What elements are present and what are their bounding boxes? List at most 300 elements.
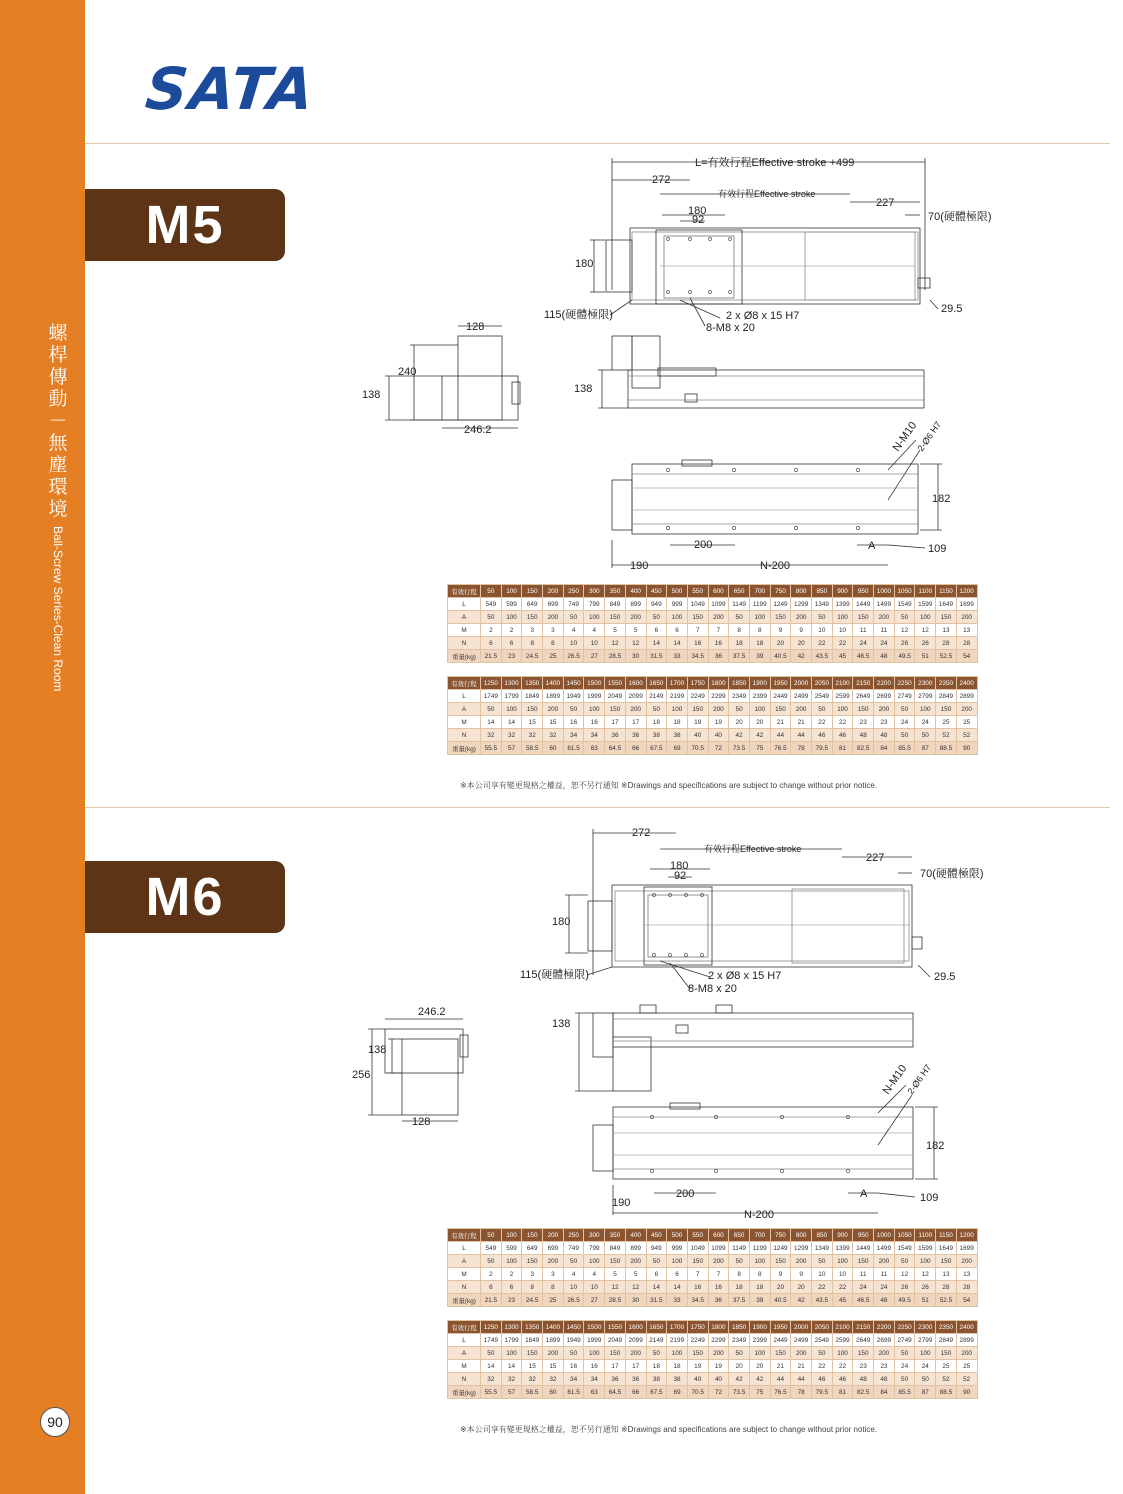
- spec-cell: 40: [708, 1373, 729, 1386]
- spec-cell: 44: [770, 1373, 791, 1386]
- spec-cell: 3: [522, 624, 543, 637]
- spec-cell: 50: [646, 1347, 667, 1360]
- spec-cell: 24.5: [522, 650, 543, 663]
- spec-cell: 150: [687, 703, 708, 716]
- spec-cell: 200: [874, 1255, 895, 1268]
- spec-cell: 20: [770, 637, 791, 650]
- spec-row-label: 重量(kg): [448, 1386, 481, 1399]
- spec-cell: 66: [625, 1386, 646, 1399]
- m5-notice: ※本公司享有變更規格之權益，恕不另行通知 ※Drawings and specifications are subject to change without prior notice.: [460, 781, 878, 790]
- spec-cell: 51: [915, 650, 936, 663]
- spec-cell: 1500: [584, 1321, 605, 1334]
- spec-cell: 12: [915, 624, 936, 637]
- spec-row-label: A: [448, 1347, 481, 1360]
- m5-dim-128: 128: [466, 321, 485, 333]
- spec-cell: 50: [894, 1255, 915, 1268]
- spec-cell: 34.5: [687, 1294, 708, 1307]
- spec-cell: 26: [894, 1281, 915, 1294]
- spec-cell: 36: [625, 729, 646, 742]
- spec-cell: 1850: [729, 677, 750, 690]
- spec-cell: 26: [915, 637, 936, 650]
- spec-cell: 200: [708, 1347, 729, 1360]
- spec-cell: 2200: [874, 1321, 895, 1334]
- spec-cell: 19: [708, 716, 729, 729]
- spec-cell: 2749: [894, 690, 915, 703]
- spec-cell: 9: [770, 1268, 791, 1281]
- spec-cell: 100: [749, 1347, 770, 1360]
- spec-cell: 19: [687, 716, 708, 729]
- spec-row: [448, 1360, 978, 1373]
- spec-cell: 12: [915, 1268, 936, 1281]
- spec-cell: 450: [646, 585, 667, 598]
- spec-cell: 200: [791, 611, 812, 624]
- spec-cell: 48: [853, 729, 874, 742]
- spec-cell: 1150: [936, 1229, 957, 1242]
- spec-cell: 85.5: [894, 1386, 915, 1399]
- spec-cell: 1899: [543, 1334, 564, 1347]
- spec-cell: 200: [625, 1255, 646, 1268]
- spec-cell: 16: [687, 1281, 708, 1294]
- spec-cell: 21: [770, 716, 791, 729]
- spec-cell: 1199: [749, 598, 770, 611]
- spec-cell: 39: [749, 650, 770, 663]
- spec-cell: 2199: [667, 690, 688, 703]
- spec-cell: 1700: [667, 677, 688, 690]
- spec-cell: 11: [874, 1268, 895, 1281]
- spec-cell: 14: [667, 637, 688, 650]
- spec-row: [448, 1294, 978, 1307]
- spec-cell: 22: [812, 1281, 833, 1294]
- spec-cell: 200: [956, 703, 977, 716]
- spec-cell: 1750: [687, 1321, 708, 1334]
- spec-cell: 48: [874, 1294, 895, 1307]
- m5-spec-table-2: [447, 676, 978, 755]
- spec-cell: 50: [481, 585, 502, 598]
- spec-cell: 2000: [791, 1321, 812, 1334]
- spec-cell: 37.5: [729, 650, 750, 663]
- spec-cell: 27: [584, 650, 605, 663]
- spec-cell: 20: [749, 1360, 770, 1373]
- spec-cell: 18: [729, 637, 750, 650]
- spec-cell: 650: [729, 585, 750, 598]
- spec-cell: 57: [501, 1386, 522, 1399]
- spec-cell: 23: [874, 1360, 895, 1373]
- spec-cell: 2899: [956, 1334, 977, 1347]
- spec-cell: 22: [812, 716, 833, 729]
- spec-cell: 1950: [770, 677, 791, 690]
- spec-cell: 1550: [605, 1321, 626, 1334]
- spec-cell: 2399: [749, 690, 770, 703]
- spec-cell: 2100: [832, 1321, 853, 1334]
- spec-cell: 649: [522, 1242, 543, 1255]
- spec-cell: 20: [770, 1281, 791, 1294]
- spec-cell: 28.5: [605, 1294, 626, 1307]
- spec-cell: 20: [791, 1281, 812, 1294]
- spec-cell: 150: [522, 703, 543, 716]
- spec-cell: 200: [874, 611, 895, 624]
- spec-cell: 900: [832, 1229, 853, 1242]
- spec-cell: 1749: [481, 690, 502, 703]
- m6-dim-200: 200: [676, 1188, 695, 1200]
- spec-cell: 1350: [522, 677, 543, 690]
- m5-dim-200: 200: [694, 539, 713, 551]
- spec-cell: 34: [563, 729, 584, 742]
- spec-cell: 58.5: [522, 742, 543, 755]
- spec-cell: 200: [956, 1255, 977, 1268]
- spec-cell: 28: [936, 1281, 957, 1294]
- spec-cell: 750: [770, 585, 791, 598]
- spec-cell: 20: [791, 637, 812, 650]
- model-tab-m5: M5: [85, 189, 285, 261]
- spec-cell: 1000: [874, 1229, 895, 1242]
- spec-cell: 32: [501, 1373, 522, 1386]
- spec-cell: 1299: [791, 598, 812, 611]
- brand-logo: SATA: [142, 55, 319, 123]
- spec-cell: 1849: [522, 1334, 543, 1347]
- spec-cell: 63: [584, 1386, 605, 1399]
- m5-dim-total: L=有效行程Effective stroke +499: [695, 157, 855, 169]
- spec-cell: 26.5: [563, 1294, 584, 1307]
- spec-cell: 55.5: [481, 742, 502, 755]
- spec-cell: 19: [687, 1360, 708, 1373]
- spec-cell: 100: [832, 703, 853, 716]
- spec-cell: 100: [584, 703, 605, 716]
- m6-dim-n-m10: N-M10: [880, 1062, 910, 1097]
- spec-cell: 2: [481, 1268, 502, 1281]
- m6-dim-92: 92: [674, 870, 687, 882]
- spec-row-label: 重量(kg): [448, 1294, 481, 1307]
- spec-cell: 150: [605, 1255, 626, 1268]
- spec-cell: 1549: [894, 1242, 915, 1255]
- spec-cell: 36: [625, 1373, 646, 1386]
- spec-cell: 21: [791, 1360, 812, 1373]
- spec-cell: 2400: [956, 677, 977, 690]
- spec-cell: 10: [832, 624, 853, 637]
- m5-dim-n-200: N-200: [760, 560, 790, 572]
- spec-cell: 18: [646, 716, 667, 729]
- spec-cell: 999: [667, 598, 688, 611]
- spec-cell: 1450: [563, 1321, 584, 1334]
- m5-drawing: [355, 150, 1015, 570]
- spec-cell: 2299: [708, 690, 729, 703]
- sidebar-title-zh: 螺桿傳動－無塵環境: [48, 322, 68, 520]
- spec-cell: 50: [646, 611, 667, 624]
- spec-cell: 82.5: [853, 742, 874, 755]
- spec-cell: 27: [584, 1294, 605, 1307]
- spec-cell: 48: [853, 1373, 874, 1386]
- spec-cell: 36: [708, 1294, 729, 1307]
- spec-cell: 14: [501, 716, 522, 729]
- spec-cell: 150: [687, 1255, 708, 1268]
- spec-cell: 16: [708, 637, 729, 650]
- m5-dim-hard-right: 70(硬體極限): [928, 211, 992, 223]
- spec-cell: 100: [749, 703, 770, 716]
- spec-cell: 52: [936, 1373, 957, 1386]
- spec-cell: 90: [956, 1386, 977, 1399]
- spec-cell: 40: [708, 729, 729, 742]
- spec-cell: 150: [936, 703, 957, 716]
- spec-cell: 100: [749, 1255, 770, 1268]
- spec-row: [448, 598, 978, 611]
- spec-cell: 79.5: [812, 742, 833, 755]
- spec-cell: 7: [708, 1268, 729, 1281]
- spec-row: [448, 690, 978, 703]
- spec-cell: 42: [749, 1373, 770, 1386]
- spec-cell: 12: [605, 1281, 626, 1294]
- spec-cell: 849: [605, 598, 626, 611]
- spec-cell: 14: [501, 1360, 522, 1373]
- spec-row: [448, 611, 978, 624]
- spec-cell: 649: [522, 598, 543, 611]
- spec-cell: 70.5: [687, 1386, 708, 1399]
- spec-cell: 44: [770, 729, 791, 742]
- spec-cell: 950: [853, 1229, 874, 1242]
- spec-row-label: M: [448, 1268, 481, 1281]
- spec-row-label: A: [448, 1255, 481, 1268]
- spec-cell: 150: [605, 611, 626, 624]
- spec-cell: 46: [812, 1373, 833, 1386]
- spec-cell: 15: [543, 1360, 564, 1373]
- spec-cell: 67.5: [646, 742, 667, 755]
- spec-cell: 100: [667, 1347, 688, 1360]
- m5-dim-stroke: 有效行程Effective stroke: [718, 189, 816, 199]
- spec-cell: 12: [625, 1281, 646, 1294]
- spec-cell: 200: [874, 1347, 895, 1360]
- spec-cell: 32: [501, 729, 522, 742]
- spec-cell: 25: [543, 650, 564, 663]
- spec-cell: 36: [605, 729, 626, 742]
- m6-dim-256: 256: [352, 1069, 371, 1081]
- spec-cell: 78: [791, 742, 812, 755]
- spec-cell: 8: [543, 1281, 564, 1294]
- spec-cell: 87: [915, 1386, 936, 1399]
- spec-cell: 1400: [543, 677, 564, 690]
- spec-cell: 100: [501, 585, 522, 598]
- spec-cell: 11: [853, 624, 874, 637]
- spec-cell: 21.5: [481, 1294, 502, 1307]
- spec-cell: 22: [832, 1281, 853, 1294]
- spec-cell: 150: [936, 611, 957, 624]
- spec-cell: 2449: [770, 690, 791, 703]
- spec-cell: 1049: [687, 598, 708, 611]
- spec-cell: 200: [708, 611, 729, 624]
- m6-dim-128: 128: [412, 1116, 431, 1128]
- spec-cell: 150: [605, 703, 626, 716]
- spec-cell: 2: [501, 1268, 522, 1281]
- spec-cell: 39: [749, 1294, 770, 1307]
- m6-dim-a: A: [860, 1188, 868, 1200]
- spec-cell: 6: [501, 1281, 522, 1294]
- spec-cell: 200: [625, 703, 646, 716]
- spec-cell: 20: [729, 716, 750, 729]
- m6-dim-stroke: 有效行程Effective stroke: [704, 844, 802, 854]
- spec-cell: 81: [832, 742, 853, 755]
- spec-cell: 50: [481, 1255, 502, 1268]
- m6-dim-180-top: 180: [670, 860, 689, 872]
- spec-cell: 1149: [729, 1242, 750, 1255]
- spec-cell: 200: [956, 1347, 977, 1360]
- spec-cell: 200: [543, 1347, 564, 1360]
- spec-cell: 2849: [936, 1334, 957, 1347]
- spec-cell: 12: [605, 637, 626, 650]
- spec-cell: 38: [646, 1373, 667, 1386]
- spec-cell: 79.5: [812, 1386, 833, 1399]
- spec-cell: 33: [667, 1294, 688, 1307]
- m5-dim-138-side: 138: [574, 383, 593, 395]
- spec-cell: 1400: [543, 1321, 564, 1334]
- m6-dim-109: 109: [920, 1192, 939, 1204]
- spec-cell: 46: [832, 729, 853, 742]
- spec-cell: 1799: [501, 690, 522, 703]
- spec-cell: 100: [667, 611, 688, 624]
- spec-cell: 34.5: [687, 650, 708, 663]
- spec-cell: 12: [894, 624, 915, 637]
- spec-cell: 1349: [812, 598, 833, 611]
- spec-cell: 800: [791, 1229, 812, 1242]
- spec-cell: 67.5: [646, 1386, 667, 1399]
- spec-cell: 150: [853, 1255, 874, 1268]
- spec-cell: 200: [625, 611, 646, 624]
- spec-cell: 55.5: [481, 1386, 502, 1399]
- m5-dim-pin: 2 x Ø8 x 15 H7: [726, 310, 800, 322]
- spec-cell: 18: [749, 637, 770, 650]
- spec-cell: 1049: [687, 1242, 708, 1255]
- spec-cell: 5: [605, 624, 626, 637]
- spec-row-label: A: [448, 611, 481, 624]
- spec-cell: 700: [749, 585, 770, 598]
- spec-cell: 44: [791, 1373, 812, 1386]
- spec-cell: 1699: [956, 1242, 977, 1255]
- m6-dim-hole: 2-Ø6 H7: [905, 1062, 934, 1097]
- spec-cell: 2349: [729, 690, 750, 703]
- m5-dim-227: 227: [876, 197, 895, 209]
- spec-cell: 21.5: [481, 650, 502, 663]
- spec-cell: 2649: [853, 690, 874, 703]
- spec-cell: 69: [667, 742, 688, 755]
- spec-cell: 200: [874, 703, 895, 716]
- spec-cell: 23: [853, 1360, 874, 1373]
- spec-cell: 2149: [646, 690, 667, 703]
- spec-cell: 2350: [936, 677, 957, 690]
- spec-cell: 46.5: [853, 650, 874, 663]
- spec-cell: 200: [956, 611, 977, 624]
- spec-cell: 2799: [915, 1334, 936, 1347]
- spec-cell: 82.5: [853, 1386, 874, 1399]
- spec-cell: 90: [956, 742, 977, 755]
- spec-cell: 9: [791, 1268, 812, 1281]
- m5-spec-table-1: [447, 584, 978, 663]
- spec-row-label: N: [448, 1373, 481, 1386]
- spec-cell: 749: [563, 1242, 584, 1255]
- spec-cell: 1650: [646, 1321, 667, 1334]
- m6-dim-hard-right: 70(硬體極限): [920, 868, 984, 880]
- m6-dim-180-height: 180: [552, 916, 571, 928]
- spec-row-label: L: [448, 690, 481, 703]
- spec-cell: 50: [646, 1255, 667, 1268]
- spec-cell: 400: [625, 1229, 646, 1242]
- spec-cell: 16: [687, 637, 708, 650]
- spec-cell: 100: [501, 703, 522, 716]
- spec-cell: 200: [543, 703, 564, 716]
- spec-cell: 76.5: [770, 1386, 791, 1399]
- spec-cell: 1099: [708, 598, 729, 611]
- spec-row: [448, 1229, 978, 1242]
- spec-row-label: L: [448, 1334, 481, 1347]
- spec-cell: 1500: [584, 677, 605, 690]
- spec-cell: 150: [936, 1347, 957, 1360]
- spec-cell: 1600: [625, 1321, 646, 1334]
- m5-dim-92: 92: [692, 214, 705, 226]
- spec-cell: 34: [584, 1373, 605, 1386]
- spec-cell: 11: [874, 624, 895, 637]
- spec-cell: 38: [667, 729, 688, 742]
- spec-cell: 50: [481, 703, 502, 716]
- spec-cell: 40.5: [770, 650, 791, 663]
- spec-cell: 32: [481, 729, 502, 742]
- m6-drawing: [352, 815, 1015, 1235]
- spec-cell: 10: [584, 637, 605, 650]
- spec-cell: 450: [646, 1229, 667, 1242]
- spec-cell: 2699: [874, 690, 895, 703]
- spec-cell: 25: [956, 1360, 977, 1373]
- spec-row: [448, 1386, 978, 1399]
- spec-cell: 200: [625, 1347, 646, 1360]
- spec-cell: 32: [481, 1373, 502, 1386]
- divider-middle: [85, 807, 1110, 808]
- spec-cell: 1899: [543, 690, 564, 703]
- spec-cell: 150: [687, 611, 708, 624]
- spec-cell: 50: [915, 1373, 936, 1386]
- spec-cell: 75: [749, 1386, 770, 1399]
- spec-cell: 1700: [667, 1321, 688, 1334]
- m6-dim-227: 227: [866, 852, 885, 864]
- spec-cell: 1749: [481, 1334, 502, 1347]
- spec-row: [448, 650, 978, 663]
- spec-cell: 43.5: [812, 650, 833, 663]
- spec-cell: 200: [543, 585, 564, 598]
- spec-cell: 6: [481, 637, 502, 650]
- spec-cell: 52.5: [936, 1294, 957, 1307]
- spec-row: [448, 585, 978, 598]
- spec-cell: 24: [874, 637, 895, 650]
- spec-cell: 5: [625, 624, 646, 637]
- spec-cell: 200: [708, 703, 729, 716]
- spec-cell: 60: [543, 1386, 564, 1399]
- spec-cell: 150: [853, 703, 874, 716]
- spec-cell: 4: [563, 624, 584, 637]
- spec-cell: 250: [563, 585, 584, 598]
- spec-cell: 85.5: [894, 742, 915, 755]
- spec-cell: 16: [584, 716, 605, 729]
- spec-cell: 1150: [936, 585, 957, 598]
- spec-cell: 150: [853, 1347, 874, 1360]
- spec-cell: 350: [605, 585, 626, 598]
- spec-cell: 1650: [646, 677, 667, 690]
- m6-dim-138-end: 138: [368, 1044, 387, 1056]
- spec-row-label: 有效行程: [448, 1229, 481, 1242]
- spec-cell: 6: [667, 1268, 688, 1281]
- spec-cell: 2449: [770, 1334, 791, 1347]
- spec-cell: 32: [522, 1373, 543, 1386]
- spec-cell: 37.5: [729, 1294, 750, 1307]
- spec-cell: 40: [687, 729, 708, 742]
- spec-cell: 2699: [874, 1334, 895, 1347]
- spec-cell: 100: [584, 611, 605, 624]
- spec-cell: 1999: [584, 1334, 605, 1347]
- spec-cell: 1099: [708, 1242, 729, 1255]
- spec-cell: 66: [625, 742, 646, 755]
- spec-cell: 14: [646, 637, 667, 650]
